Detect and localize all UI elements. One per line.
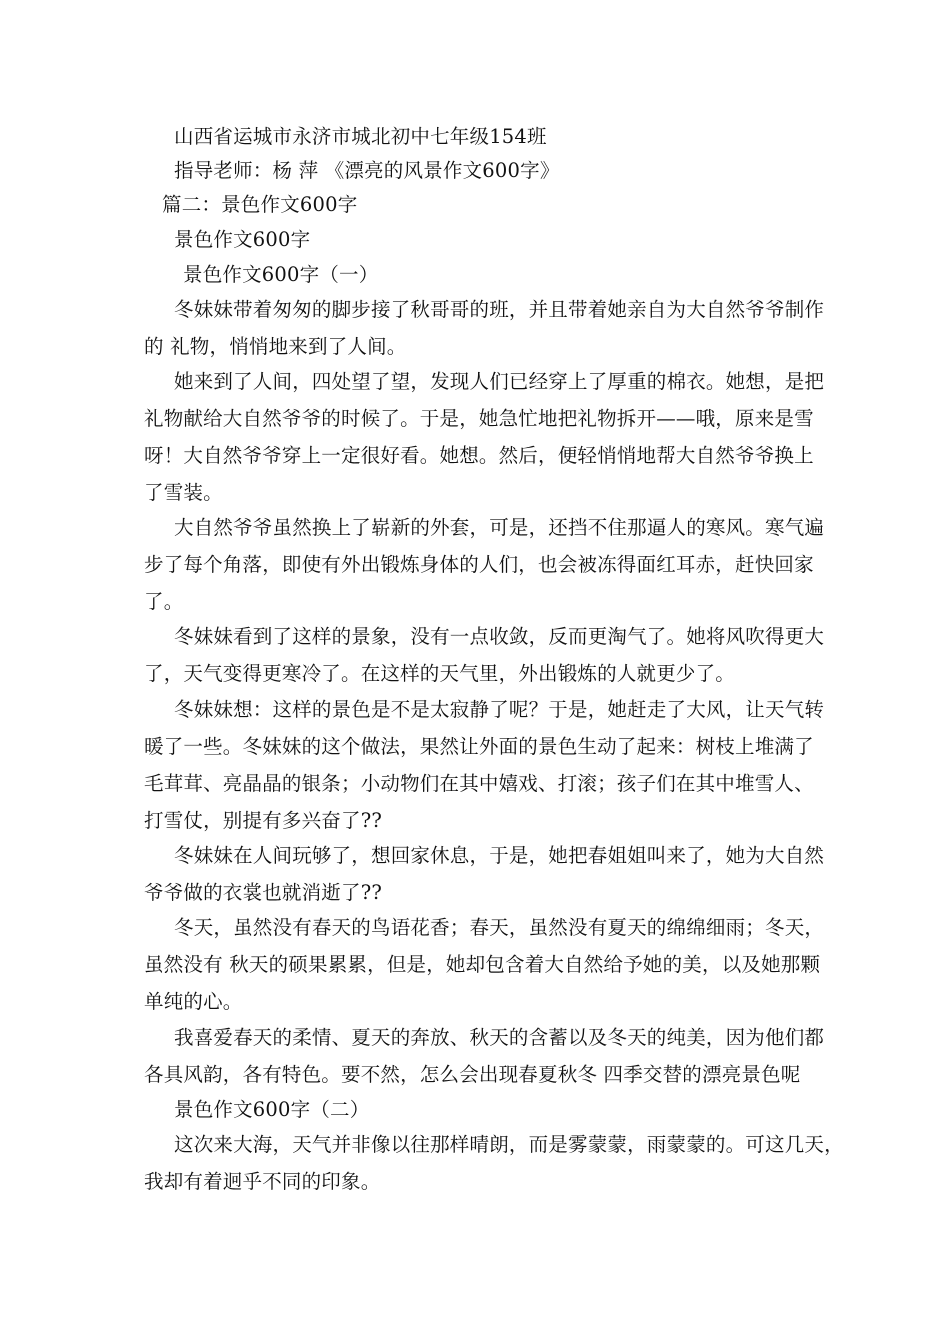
paragraph-line: 冬妹妹带着匆匆的脚步接了秋哥哥的班，并且带着她亲自为大自然爷爷制作 bbox=[174, 298, 825, 321]
paragraph-line: 我却有着迥乎不同的印象。 bbox=[144, 1170, 381, 1193]
paragraph-line: 呀！大自然爷爷穿上一定很好看。她想。然后，便轻悄悄地帮大自然爷爷换上 bbox=[144, 444, 814, 467]
paragraph-line: 毛茸茸、亮晶晶的银条；小动物们在其中嬉戏、打滚；孩子们在其中堆雪人、 bbox=[144, 772, 814, 795]
paragraph-line: 这次来大海，天气并非像以往那样晴朗，而是雾蒙蒙，雨蒙蒙的。可这几天， bbox=[174, 1133, 844, 1156]
essay-title: 景色作文600字 bbox=[174, 228, 311, 251]
paragraph-line: 步了每个角落，即使有外出锻炼身体的人们，也会被冻得面红耳赤，赶快回家 bbox=[144, 553, 814, 576]
paragraph-line: 冬妹妹在人间玩够了，想回家休息，于是，她把春姐姐叫来了，她为大自然 bbox=[174, 844, 825, 867]
paragraph-line: 爷爷做的衣裳也就消逝了?? bbox=[144, 881, 383, 904]
paragraph-line: 冬妹妹想：这样的景色是不是太寂静了呢？于是，她赶走了大风，让天气转 bbox=[174, 698, 825, 721]
paragraph-line: 大自然爷爷虽然换上了崭新的外套，可是，还挡不住那逼人的寒风。寒气遍 bbox=[174, 516, 825, 539]
paragraph-line: 了雪装。 bbox=[144, 481, 223, 504]
paragraph-line: 了，天气变得更寒冷了。在这样的天气里，外出锻炼的人就更少了。 bbox=[144, 662, 736, 685]
paragraph-line: 她来到了人间，四处望了望，发现人们已经穿上了厚重的棉衣。她想，是把 bbox=[174, 370, 825, 393]
section-heading: 篇二：景色作文600字 bbox=[162, 193, 358, 216]
paragraph-line: 打雪仗，别提有多兴奋了?? bbox=[144, 809, 383, 832]
essay-subtitle-two: 景色作文600字（二） bbox=[174, 1098, 370, 1121]
paragraph-line: 各具风韵，各有特色。要不然，怎么会出现春夏秋冬 四季交替的漂亮景色呢 bbox=[144, 1063, 801, 1086]
paragraph-line: 暖了一些。冬妹妹的这个做法，果然让外面的景色生动了起来：树枝上堆满了 bbox=[144, 735, 814, 758]
paragraph-line: 了。 bbox=[144, 590, 184, 613]
paragraph-line: 冬天，虽然没有春天的鸟语花香；春天，虽然没有夏天的绵绵细雨；冬天， bbox=[174, 916, 825, 939]
school-class-line: 山西省运城市永济市城北初中七年级154班 bbox=[174, 125, 547, 148]
paragraph-line: 的 礼物，悄悄地来到了人间。 bbox=[144, 335, 407, 358]
paragraph-line: 我喜爱春天的柔情、夏天的奔放、秋天的含蓄以及冬天的纯美，因为他们都 bbox=[174, 1026, 825, 1049]
paragraph-line: 单纯的心。 bbox=[144, 990, 243, 1013]
paragraph-line: 礼物献给大自然爷爷的时候了。于是，她急忙地把礼物拆开——哦，原来是雪 bbox=[144, 407, 814, 430]
paragraph-line: 虽然没有 秋天的硕果累累，但是，她却包含着大自然给予她的美，以及她那颗 bbox=[144, 953, 821, 976]
teacher-title-line: 指导老师：杨 萍 《漂亮的风景作文600字》 bbox=[174, 159, 560, 182]
essay-subtitle-one: 景色作文600字（一） bbox=[183, 263, 379, 286]
paragraph-line: 冬妹妹看到了这样的景象，没有一点收敛，反而更淘气了。她将风吹得更大 bbox=[174, 625, 825, 648]
